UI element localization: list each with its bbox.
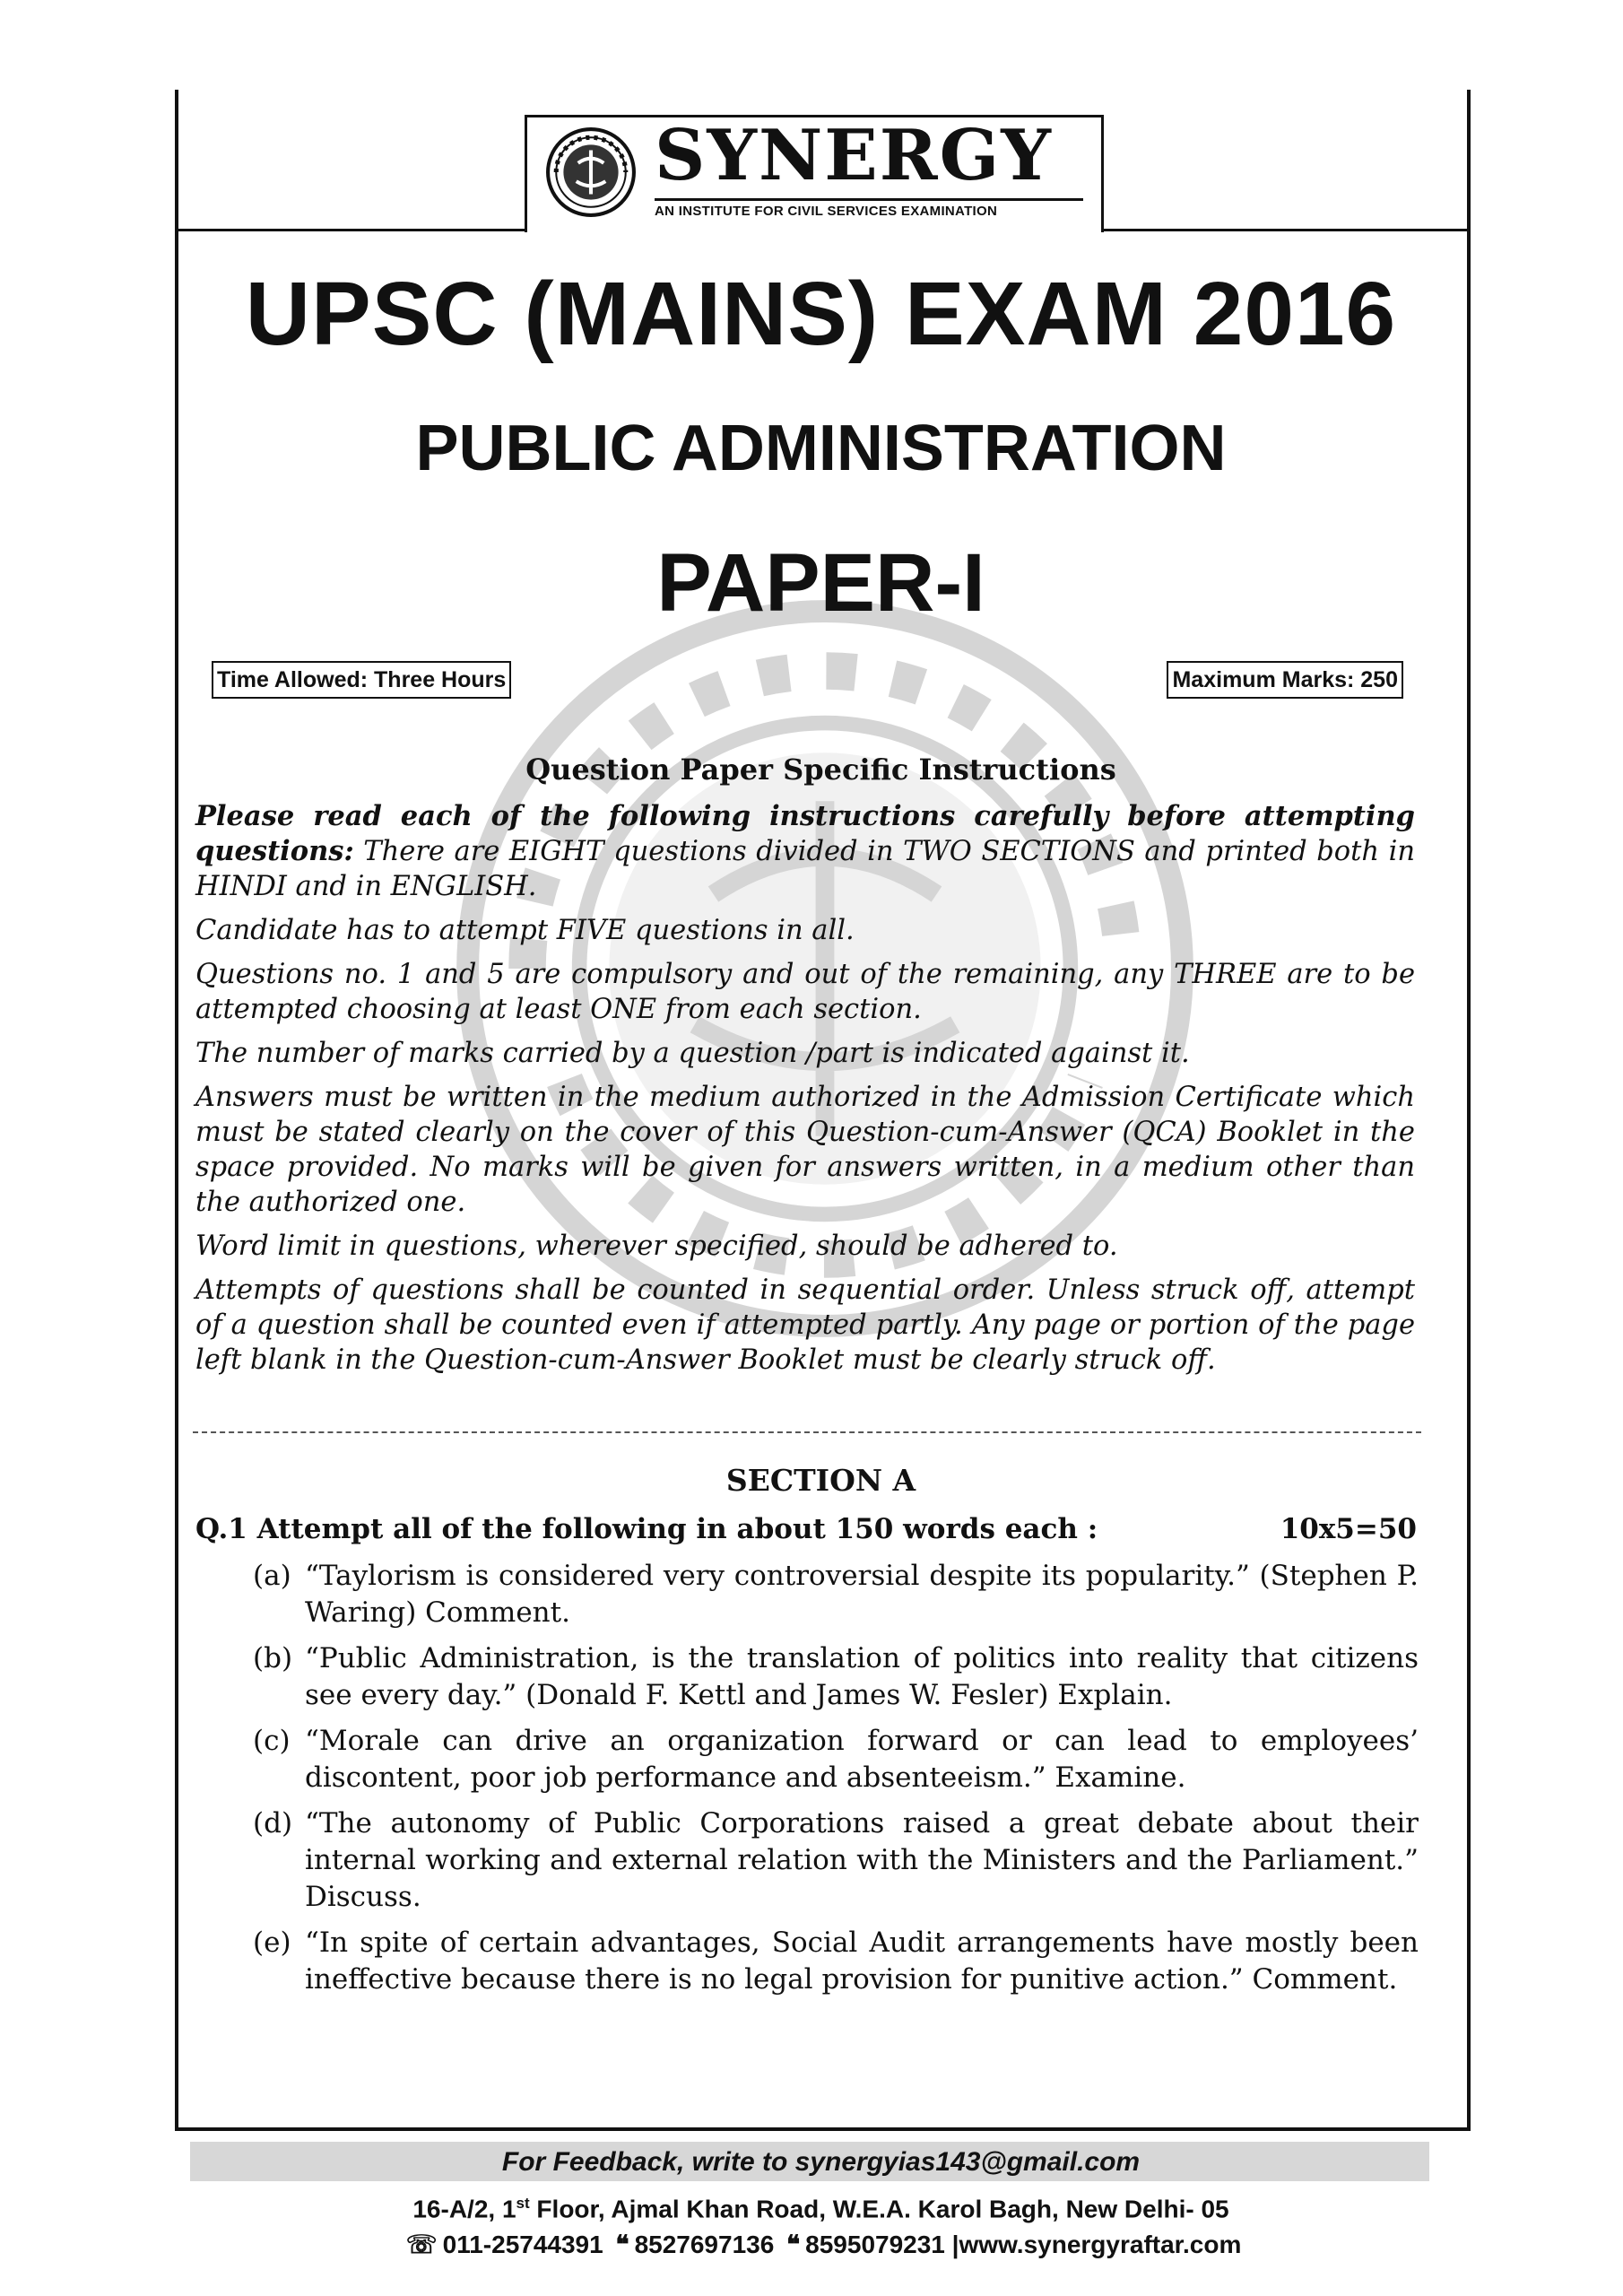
paper-title: PAPER-I xyxy=(656,537,985,629)
mobile-icon: ❝ xyxy=(615,2231,629,2258)
instruction-item: Candidate has to attempt FIVE questions in all. xyxy=(195,915,855,946)
question-part xyxy=(253,1925,1419,1998)
part-text: “Taylorism is considered very controversial despite its popularity.” (Stephen P. Waring) Comment. xyxy=(305,1560,1419,1629)
contact-line xyxy=(175,2228,1467,2262)
address-line xyxy=(175,2187,1467,2226)
part-text: “In spite of certain advantages, Social Audit arrangements have mostly been ineffective because there is no legal provision for punitive action.” Comment. xyxy=(305,1926,1419,1996)
logo-name: SYNERGY xyxy=(655,115,1053,196)
part-text: “The autonomy of Public Corporations raised a great debate about their internal working and external relation with the Ministers and the Parliament.” Discuss. xyxy=(305,1807,1419,1913)
question-part xyxy=(253,1558,1419,1631)
instruction-item: Questions no. 1 and 5 are compulsory and out of the remaining, any THREE are to be attempted choosing at least ONE from each section. xyxy=(195,959,1415,1025)
feedback-line: For Feedback, write to synergyias143@gmail.com xyxy=(501,2147,1141,2177)
maximum-marks: Maximum Marks: 250 xyxy=(1167,661,1403,699)
question-heading xyxy=(195,1511,1417,1547)
question-marks: 10x5=50 xyxy=(1280,1513,1417,1545)
part-label: (c) xyxy=(253,1725,291,1757)
instructions-body xyxy=(195,799,1415,1387)
mobile-icon: ❝ xyxy=(786,2231,801,2258)
phone-mobile-1: 8527697136 xyxy=(634,2231,775,2258)
question-text: Q.1 Attempt all of the following in about 150 words each : xyxy=(195,1513,1098,1545)
instruction-item: Answers must be written in the medium authorized in the Admission Certificate which must be stated clearly on the cover of this Question-cum-Answer (QCA) Booklet in the space provided. No marks will be given for answers written, in a medium other than the authorized one. xyxy=(195,1082,1415,1218)
website: |www.synergyraftar.com xyxy=(951,2231,1242,2258)
question-parts xyxy=(253,1558,1419,2007)
instruction-item: The number of marks carried by a question /part is indicated against it. xyxy=(195,1038,1190,1069)
exam-title: UPSC (MAINS) EXAM 2016 xyxy=(245,264,1397,364)
part-text: “Public Administration, is the translation of politics into reality that citizens see every day.” (Donald F. Kettl and James W. Fesler) Explain. xyxy=(305,1642,1419,1711)
subject-title: PUBLIC ADMINISTRATION xyxy=(415,413,1227,484)
part-label: (a) xyxy=(253,1560,291,1592)
part-text: “Morale can drive an organization forward or can lead to employees’ discontent, poor job performance and absenteeism.” Examine. xyxy=(305,1725,1419,1794)
phone-landline: 011-25744391 xyxy=(442,2231,603,2258)
telephone-icon: ☏ xyxy=(405,2231,438,2258)
section-heading: SECTION A xyxy=(725,1463,916,1498)
logo-rule xyxy=(655,198,1083,201)
dashed-divider xyxy=(193,1431,1421,1433)
part-label: (d) xyxy=(253,1807,293,1839)
question-part xyxy=(253,1723,1419,1796)
question-part xyxy=(253,1640,1419,1714)
question-part xyxy=(253,1805,1419,1916)
part-label: (b) xyxy=(253,1642,293,1674)
instruction-item: Attempts of questions shall be counted in sequential order. Unless struck off, attempt of a question shall be counted even if attempted partly. Any page or portion of the page left blank in the Question-cum-Answer Booklet must be clearly struck off. xyxy=(195,1274,1415,1376)
instruction-item: Word limit in questions, wherever specified, should be adhered to. xyxy=(195,1231,1118,1262)
address-end: Floor, Ajmal Khan Road, W.E.A. Karol Bagh, New Delhi- 05 xyxy=(529,2195,1229,2223)
logo xyxy=(525,115,1104,232)
part-label: (e) xyxy=(253,1926,291,1959)
address-superscript: st xyxy=(516,2195,530,2212)
instruction-item xyxy=(195,799,1415,904)
synergy-emblem-icon xyxy=(545,126,637,218)
instructions-heading: Question Paper Specific Instructions xyxy=(525,752,1116,787)
phone-mobile-2: 8595079231 xyxy=(805,2231,945,2258)
instruction-text: There are EIGHT questions divided in TWO SECTIONS and printed both in HINDI and in ENGLISH. xyxy=(195,836,1415,902)
time-allowed: Time Allowed: Three Hours xyxy=(212,661,511,699)
logo-tagline: AN INSTITUTE FOR CIVIL SERVICES EXAMINATION xyxy=(655,204,998,219)
instructions-lead: Please read each of the following instructions carefully before attempting questions: xyxy=(195,800,1415,867)
address-start: 16-A/2, 1 xyxy=(412,2195,516,2223)
